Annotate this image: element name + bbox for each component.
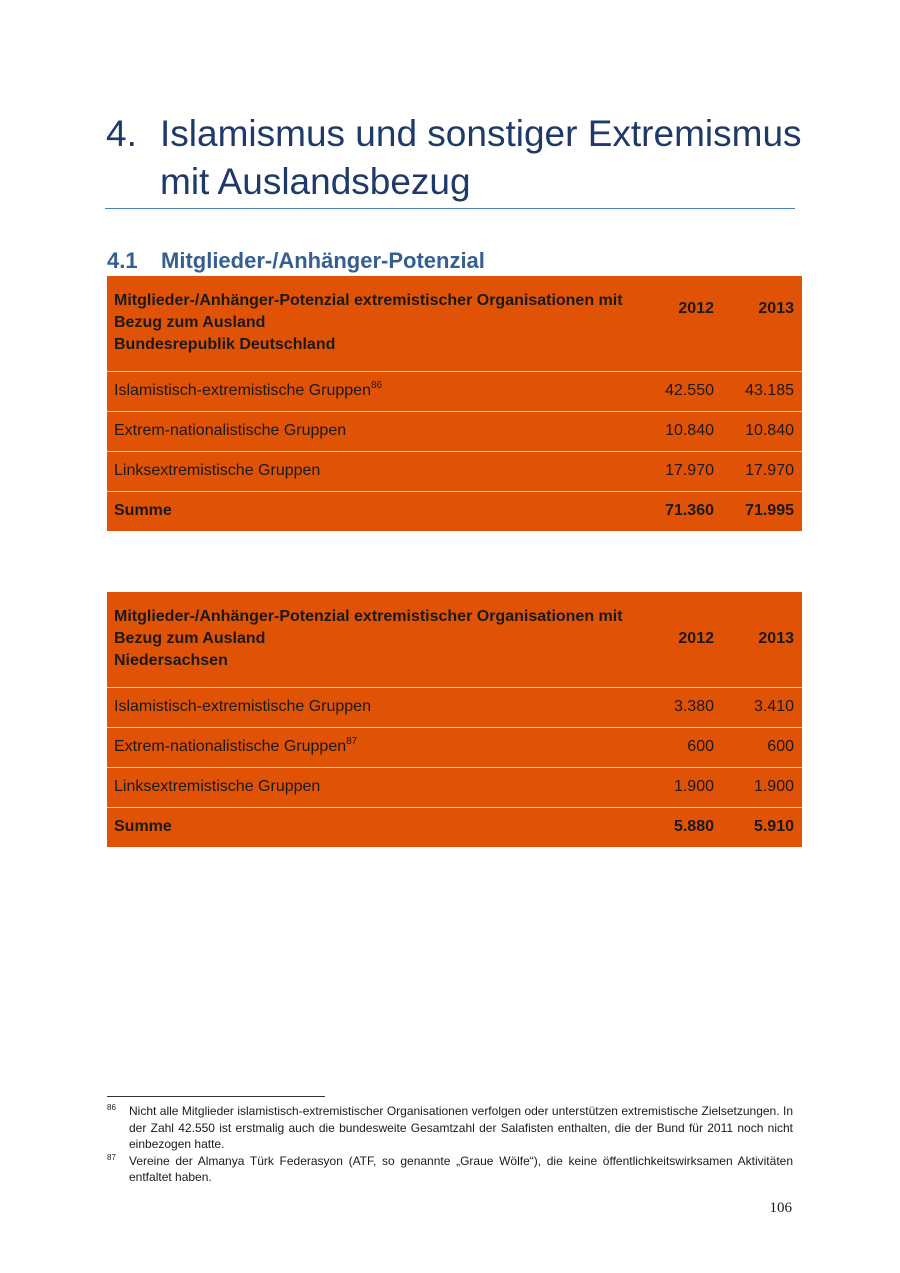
row-label: Extrem-nationalistische Gruppen — [107, 411, 648, 451]
row-label: Islamistisch-extremistische Gruppen$^{86}$ — [107, 371, 648, 411]
cell-2012: 17.970 — [648, 451, 722, 491]
header-year-2012: 2012 — [678, 630, 714, 648]
table-header-row — [107, 592, 802, 687]
table-niedersachsen — [107, 592, 802, 847]
row-label: Islamistisch-extremistische Gruppen — [107, 687, 648, 727]
footnote-text: Nicht alle Mitglieder islamistisch-extremistischer Organisationen verfolgen oder unterstützen extremistische Zielsetzungen. In der Zahl 42.550 ist erstmalig auch die bundesweite Gesamtzahl der Salafisten enthalten, die der Bund für 2011 noch nicht einbezogen hatte. — [129, 1104, 793, 1151]
cell-2013: 43.185 — [722, 371, 802, 411]
sum-label: Summe — [107, 807, 648, 847]
chapter-title: Islamismus und sonstiger Extremismus mit Auslandsbezug — [160, 113, 802, 202]
row-label: Linksextremistische Gruppen — [107, 451, 648, 491]
section-number: 4.1 — [107, 248, 138, 273]
header-line-3: Niedersachsen — [114, 652, 228, 670]
cell-2013: 3.410 — [722, 687, 802, 727]
cell-2012: 600 — [648, 727, 722, 767]
header-year-2013: 2013 — [758, 300, 794, 317]
cell-2012: 1.900 — [648, 767, 722, 807]
page-number: 106 — [769, 1200, 792, 1216]
header-line-3: Bundesrepublik Deutschland — [114, 336, 336, 354]
cell-2012: 10.840 — [648, 411, 722, 451]
header-line-1: Mitglieder-/Anhänger-Potenzial extremistischer Organisationen mit — [114, 608, 623, 626]
footnote-ref: 86 — [370, 380, 383, 391]
footnote — [107, 1103, 793, 1153]
footnote-mark: 86 — [107, 1103, 116, 1112]
header-line-1: Mitglieder-/Anhänger-Potenzial extremistischer Organisationen mit — [114, 292, 623, 310]
footnote-mark: 87 — [107, 1152, 116, 1162]
footnote-text: Vereine der Almanya Türk Federasyon (ATF, so genannte „Graue Wölfe“), die keine öffentlichkeitswirksamen Aktivitäten entfaltet haben. — [129, 1153, 793, 1184]
table-header-title — [107, 592, 648, 687]
header-year-2012: 2012 — [678, 300, 714, 317]
sum-2012: 71.360 — [648, 491, 722, 531]
table-sum-row — [107, 807, 802, 847]
header-line-2: Bezug zum Ausland — [114, 630, 266, 648]
table-row — [107, 411, 802, 451]
table-bundesrepublik — [107, 276, 802, 531]
sum-label: Summe — [107, 491, 648, 531]
cell-2012: 42.550 — [648, 371, 722, 411]
footnote — [107, 1153, 793, 1186]
cell-2013: 1.900 — [722, 767, 802, 807]
table-row — [107, 451, 802, 491]
footnote-ref: 87 — [346, 736, 358, 747]
row-label: Extrem-nationalistische Gruppen$^{87}$ — [107, 727, 648, 767]
sum-2013: 5.910 — [722, 807, 802, 847]
chapter-number: 4. — [106, 113, 137, 154]
table-row — [107, 767, 802, 807]
section-heading — [107, 248, 485, 274]
cell-2013: 17.970 — [722, 451, 802, 491]
footnote-divider — [107, 1096, 325, 1097]
table-header-row — [107, 276, 802, 371]
cell-2013: 10.840 — [722, 411, 802, 451]
sum-2012: 5.880 — [648, 807, 722, 847]
cell-2012: 3.380 — [648, 687, 722, 727]
chapter-heading — [106, 110, 806, 206]
section-title: Mitglieder-/Anhänger-Potenzial — [161, 248, 485, 273]
footnotes — [107, 1103, 793, 1186]
cell-2013: 600 — [722, 727, 802, 767]
table-row — [107, 687, 802, 727]
row-label: Linksextremistische Gruppen — [107, 767, 648, 807]
table-row — [107, 371, 802, 411]
table-header-title — [107, 276, 648, 371]
sum-2013: 71.995 — [722, 491, 802, 531]
header-line-2: Bezug zum Ausland — [114, 314, 266, 332]
table-sum-row — [107, 491, 802, 531]
table-row — [107, 727, 802, 767]
header-year-2013: 2013 — [758, 630, 794, 648]
chapter-divider — [105, 208, 795, 209]
